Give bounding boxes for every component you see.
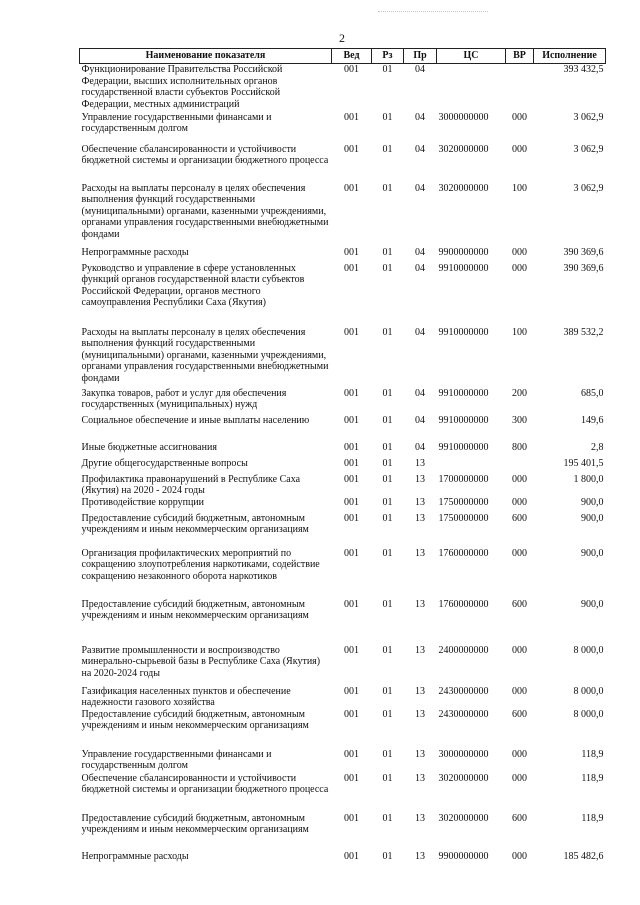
execution-amount: 118,9 xyxy=(581,812,604,824)
subsection-code: 04 xyxy=(415,182,425,194)
target-article-code: 2430000000 xyxy=(438,685,489,697)
expense-type-code: 200 xyxy=(512,387,527,399)
expense-type-code: 100 xyxy=(512,182,527,194)
table-row xyxy=(80,442,606,458)
subsection-code: 04 xyxy=(415,64,425,75)
subsection-code: 04 xyxy=(415,387,425,399)
indicator-name: Расходы на выплаты персоналу в целях обеспечения выполнения функций государственными (муниципальными) органами, казенными учреждениями, органами управления государственными внебюджетными фондами xyxy=(81,326,329,384)
execution-amount: 1 800,0 xyxy=(573,473,604,485)
section-code: 01 xyxy=(382,850,393,862)
table-row xyxy=(80,112,606,144)
table-row xyxy=(80,415,606,442)
section-code: 01 xyxy=(382,246,393,258)
subsection-code: 13 xyxy=(415,598,425,610)
table-row xyxy=(80,513,606,548)
section-code: 01 xyxy=(382,457,393,469)
section-code: 01 xyxy=(382,512,393,524)
ved-code: 001 xyxy=(344,262,359,274)
ved-code: 001 xyxy=(344,685,359,697)
table-row xyxy=(80,548,606,599)
header-execution: Исполнение xyxy=(534,49,606,64)
table-row xyxy=(80,599,606,645)
target-article-code: 1750000000 xyxy=(438,496,489,508)
indicator-name: Непрограммные расходы xyxy=(81,246,189,258)
execution-amount: 3 062,9 xyxy=(573,111,604,123)
table-row xyxy=(80,247,606,263)
section-code: 01 xyxy=(382,685,393,697)
ved-code: 001 xyxy=(344,182,359,194)
execution-amount: 3 062,9 xyxy=(573,182,604,194)
subsection-code: 04 xyxy=(415,246,425,258)
section-code: 01 xyxy=(382,326,393,338)
section-code: 01 xyxy=(382,473,393,485)
ved-code: 001 xyxy=(344,473,359,485)
section-code: 01 xyxy=(382,748,393,760)
execution-amount: 900,0 xyxy=(581,547,604,559)
expense-type-code xyxy=(506,458,534,474)
section-code: 01 xyxy=(382,598,393,610)
execution-amount: 118,9 xyxy=(581,748,604,760)
section-code: 01 xyxy=(382,441,393,453)
ved-code: 001 xyxy=(344,111,359,123)
section-code: 01 xyxy=(382,812,393,824)
section-code: 01 xyxy=(382,182,393,194)
execution-amount: 8 000,0 xyxy=(573,685,604,697)
execution-amount: 390 369,6 xyxy=(563,262,604,274)
target-article-code: 9900000000 xyxy=(438,246,489,258)
indicator-name: Управление государственными финансами и государственным долгом xyxy=(81,748,272,771)
subsection-code: 04 xyxy=(415,262,425,274)
expense-type-code: 000 xyxy=(512,685,527,697)
indicator-name: Непрограммные расходы xyxy=(81,850,189,862)
table-row xyxy=(80,144,606,183)
subsection-code: 04 xyxy=(415,326,425,338)
expense-type-code: 600 xyxy=(512,812,527,824)
expense-type-code: 600 xyxy=(512,512,527,524)
subsection-code: 13 xyxy=(415,473,425,485)
indicator-name: Иные бюджетные ассигнования xyxy=(81,441,217,453)
execution-amount: 900,0 xyxy=(581,496,604,508)
section-code: 01 xyxy=(382,262,393,274)
subsection-code: 13 xyxy=(415,457,425,469)
table-row xyxy=(80,813,606,851)
subsection-code: 13 xyxy=(415,748,425,760)
budget-execution-table xyxy=(79,48,606,871)
expense-type-code: 000 xyxy=(512,850,527,862)
subsection-code: 13 xyxy=(415,812,425,824)
target-article-code: 3020000000 xyxy=(438,812,489,824)
table-row xyxy=(80,749,606,773)
subsection-code: 13 xyxy=(415,850,425,862)
execution-amount: 149,6 xyxy=(581,414,604,426)
section-code: 01 xyxy=(382,644,393,656)
section-code: 01 xyxy=(382,64,393,75)
section-code: 01 xyxy=(382,414,393,426)
indicator-name: Предоставление субсидий бюджетным, автономным учреждениям и иным некоммерческим организациям xyxy=(81,512,309,535)
table-row xyxy=(80,851,606,871)
execution-amount: 900,0 xyxy=(581,512,604,524)
expense-type-code: 100 xyxy=(512,326,527,338)
expense-type-code: 000 xyxy=(512,111,527,123)
subsection-code: 13 xyxy=(415,644,425,656)
subsection-code: 13 xyxy=(415,708,425,720)
ved-code: 001 xyxy=(344,496,359,508)
table-row xyxy=(80,458,606,474)
indicator-name: Противодействие коррупции xyxy=(81,496,204,508)
indicator-name: Профилактика правонарушений в Республике Саха (Якутия) на 2020 - 2024 годы xyxy=(81,473,301,496)
ved-code: 001 xyxy=(344,547,359,559)
subsection-code: 04 xyxy=(415,414,425,426)
scan-artifact xyxy=(378,11,488,14)
expense-type-code: 000 xyxy=(512,473,527,485)
execution-amount: 185 482,6 xyxy=(563,850,604,862)
execution-amount: 118,9 xyxy=(581,772,604,784)
indicator-name: Газификация населенных пунктов и обеспечение надежности газового хозяйства xyxy=(81,685,291,708)
expense-type-code: 000 xyxy=(512,262,527,274)
indicator-name: Руководство и управление в сфере установленных функций органов государственной власти субъектов Российской Федерации, органов местного самоуправления Республики Саха (Якутия) xyxy=(81,262,305,308)
indicator-name: Социальное обеспечение и иные выплаты населению xyxy=(81,414,310,426)
execution-amount: 685,0 xyxy=(581,387,604,399)
ved-code: 001 xyxy=(344,850,359,862)
target-article-code: 3000000000 xyxy=(438,748,489,760)
execution-amount: 3 062,9 xyxy=(573,143,604,155)
indicator-name: Расходы на выплаты персоналу в целях обеспечения выполнения функций государственными (муниципальными) органами, казенными учреждениями, органами управления государственными внебюджетными фондами xyxy=(81,182,329,240)
subsection-code: 13 xyxy=(415,685,425,697)
target-article-code: 2430000000 xyxy=(438,708,489,720)
indicator-name: Организация профилактических мероприятий по сокращению злоупотребления наркотиками, содействие сокращению незаконного оборота наркотиков xyxy=(81,547,320,582)
target-article-code: 1760000000 xyxy=(438,547,489,559)
target-article-code: 1750000000 xyxy=(438,512,489,524)
section-code: 01 xyxy=(382,143,393,155)
target-article-code: 3000000000 xyxy=(438,111,489,123)
header-pr: Пр xyxy=(404,49,437,64)
target-article-code xyxy=(437,458,506,474)
target-article-code: 2400000000 xyxy=(438,644,489,656)
execution-amount: 8 000,0 xyxy=(573,644,604,656)
expense-type-code: 000 xyxy=(512,496,527,508)
header-rz: Рз xyxy=(372,49,404,64)
ved-code: 001 xyxy=(344,512,359,524)
table-row xyxy=(80,773,606,813)
expense-type-code: 300 xyxy=(512,414,527,426)
section-code: 01 xyxy=(382,387,393,399)
header-name: Наименование показателя xyxy=(80,49,332,64)
ved-code: 001 xyxy=(344,326,359,338)
header-cs: ЦС xyxy=(437,49,506,64)
execution-amount: 390 369,6 xyxy=(563,246,604,258)
subsection-code: 13 xyxy=(415,772,425,784)
page-number: 2 xyxy=(339,31,345,45)
table-row xyxy=(80,183,606,247)
ved-code: 001 xyxy=(344,598,359,610)
header-ved: Вед xyxy=(332,49,372,64)
section-code: 01 xyxy=(382,547,393,559)
table-body xyxy=(80,64,606,871)
subsection-code: 04 xyxy=(415,143,425,155)
expense-type-code: 800 xyxy=(512,441,527,453)
indicator-name: Закупка товаров, работ и услуг для обеспечения государственных (муниципальных) нужд xyxy=(81,387,287,410)
target-article-code: 1700000000 xyxy=(438,473,489,485)
execution-amount: 900,0 xyxy=(581,598,604,610)
indicator-name: Другие общегосударственные вопросы xyxy=(81,457,248,469)
expense-type-code: 600 xyxy=(512,598,527,610)
subsection-code: 13 xyxy=(415,512,425,524)
expense-type-code: 000 xyxy=(512,772,527,784)
table-row xyxy=(80,263,606,327)
indicator-name: Функционирование Правительства Российской Федерации, высших исполнительных органов государственной власти субъектов Российской Федерации, местных администраций xyxy=(81,64,283,110)
target-article-code: 3020000000 xyxy=(438,143,489,155)
section-code: 01 xyxy=(382,111,393,123)
execution-amount: 2,8 xyxy=(591,441,604,453)
ved-code: 001 xyxy=(344,441,359,453)
ved-code: 001 xyxy=(344,457,359,469)
section-code: 01 xyxy=(382,772,393,784)
execution-amount: 195 401,5 xyxy=(563,457,604,469)
indicator-name: Развитие промышленности и воспроизводство минерально-сырьевой базы в Республике Саха (Якутия) на 2020-2024 годы xyxy=(81,644,321,679)
target-article-code: 9900000000 xyxy=(438,850,489,862)
table-row xyxy=(80,645,606,686)
ved-code: 001 xyxy=(344,387,359,399)
target-article-code xyxy=(437,64,506,112)
table-row xyxy=(80,686,606,709)
subsection-code: 04 xyxy=(415,441,425,453)
table-row xyxy=(80,709,606,749)
table-row xyxy=(80,497,606,513)
target-article-code: 9910000000 xyxy=(438,441,489,453)
execution-amount: 8 000,0 xyxy=(573,708,604,720)
target-article-code: 9910000000 xyxy=(438,387,489,399)
ved-code: 001 xyxy=(344,772,359,784)
subsection-code: 04 xyxy=(415,111,425,123)
section-code: 01 xyxy=(382,708,393,720)
ved-code: 001 xyxy=(344,708,359,720)
indicator-name: Обеспечение сбалансированности и устойчивости бюджетной системы и организации бюджетного процесса xyxy=(81,143,329,166)
indicator-name: Предоставление субсидий бюджетным, автономным учреждениям и иным некоммерческим организациям xyxy=(81,598,309,621)
ved-code: 001 xyxy=(344,143,359,155)
target-article-code: 9910000000 xyxy=(438,414,489,426)
table-row xyxy=(80,474,606,497)
ved-code: 001 xyxy=(344,246,359,258)
table-header-row xyxy=(80,49,606,64)
indicator-name: Управление государственными финансами и государственным долгом xyxy=(81,111,272,134)
expense-type-code: 000 xyxy=(512,143,527,155)
ved-code: 001 xyxy=(344,64,359,75)
expense-type-code: 600 xyxy=(512,708,527,720)
ved-code: 001 xyxy=(344,644,359,656)
execution-amount: 393 432,5 xyxy=(563,64,604,75)
ved-code: 001 xyxy=(344,748,359,760)
ved-code: 001 xyxy=(344,414,359,426)
table-row xyxy=(80,64,606,112)
ved-code: 001 xyxy=(344,812,359,824)
target-article-code: 3020000000 xyxy=(438,182,489,194)
target-article-code: 1760000000 xyxy=(438,598,489,610)
execution-amount: 389 532,2 xyxy=(563,326,604,338)
expense-type-code: 000 xyxy=(512,246,527,258)
header-vr: ВР xyxy=(506,49,534,64)
expense-type-code: 000 xyxy=(512,644,527,656)
indicator-name: Предоставление субсидий бюджетным, автономным учреждениям и иным некоммерческим организациям xyxy=(81,812,309,835)
expense-type-code: 000 xyxy=(512,547,527,559)
section-code: 01 xyxy=(382,496,393,508)
target-article-code: 9910000000 xyxy=(438,262,489,274)
expense-type-code xyxy=(506,64,534,112)
table-row xyxy=(80,388,606,415)
target-article-code: 3020000000 xyxy=(438,772,489,784)
indicator-name: Обеспечение сбалансированности и устойчивости бюджетной системы и организации бюджетного процесса xyxy=(81,772,329,795)
target-article-code: 9910000000 xyxy=(438,326,489,338)
indicator-name: Предоставление субсидий бюджетным, автономным учреждениям и иным некоммерческим организациям xyxy=(81,708,309,731)
subsection-code: 13 xyxy=(415,547,425,559)
table-row xyxy=(80,327,606,388)
expense-type-code: 000 xyxy=(512,748,527,760)
subsection-code: 13 xyxy=(415,496,425,508)
